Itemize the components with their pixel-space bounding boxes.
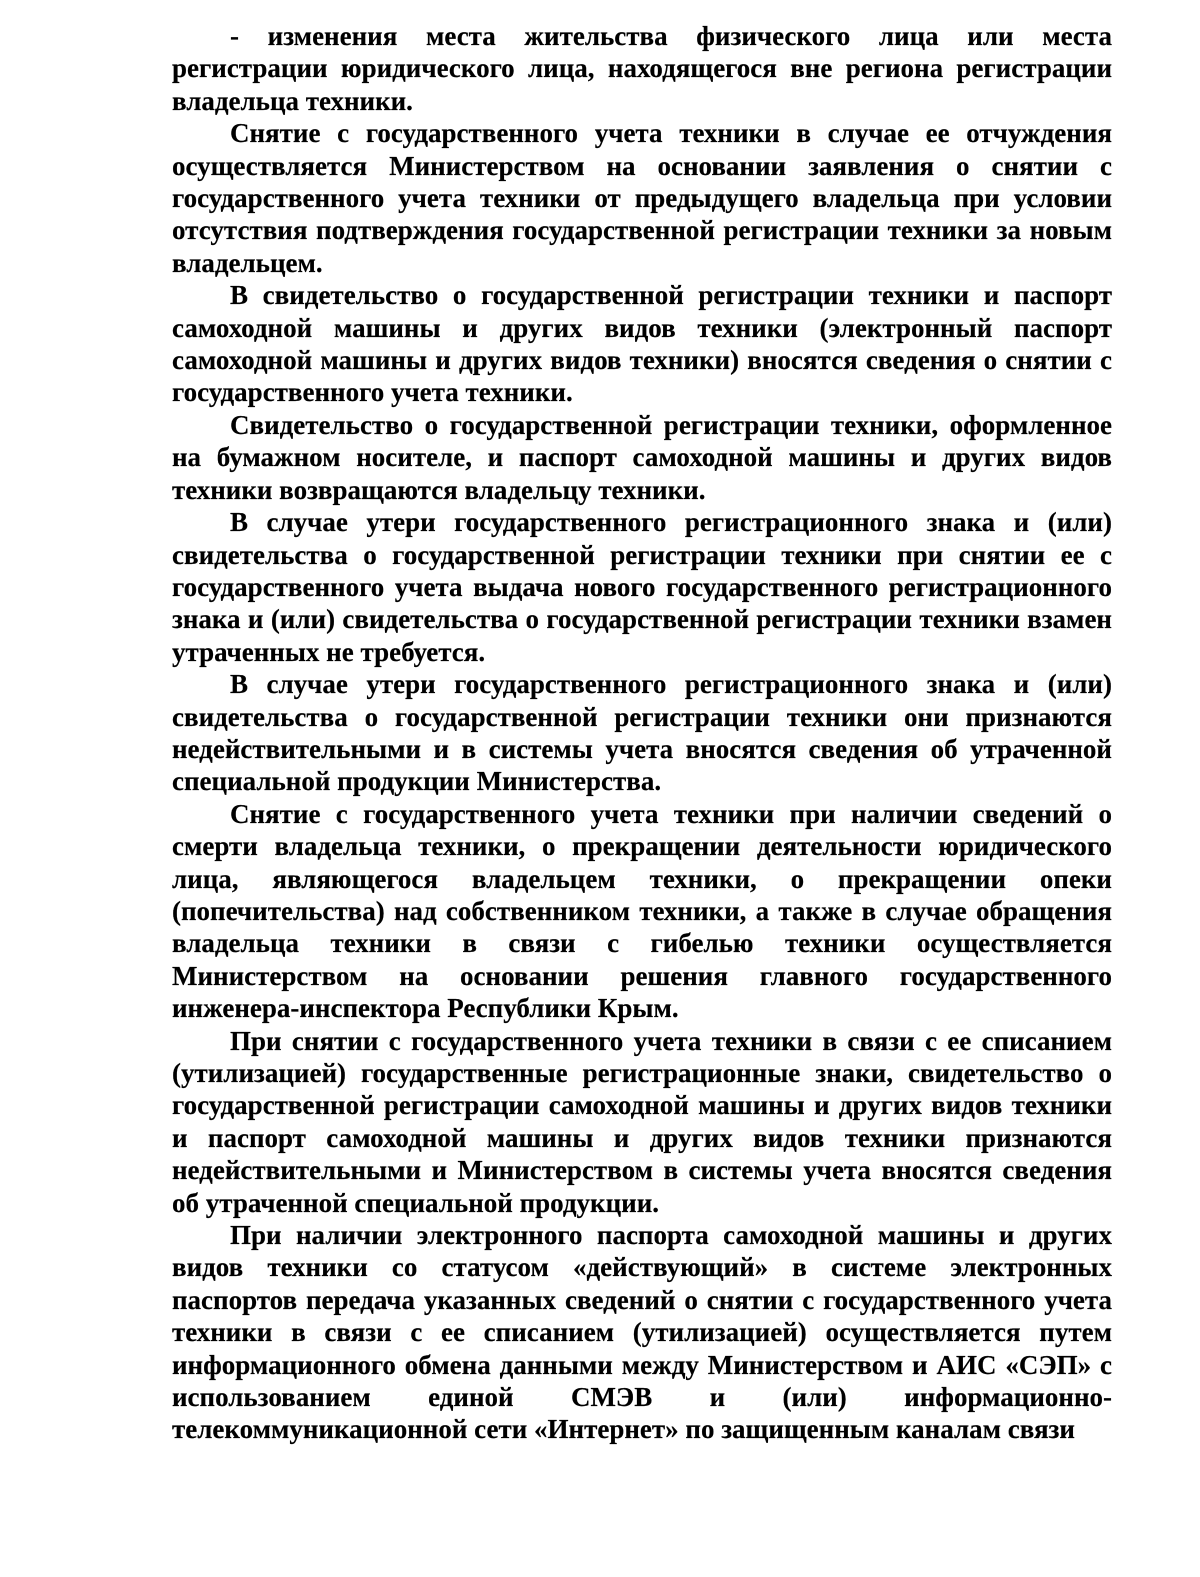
- paragraph-4: Свидетельство о государственной регистрации техники, оформленное на бумажном носителе, и паспорт самоходной машины и других видов техники возвращаются владельцу техники.: [172, 409, 1112, 505]
- document-page: [172, 20, 1112, 1446]
- paragraph-3: В свидетельство о государственной регистрации техники и паспорт самоходной машины и других видов техники (электронный паспорт самоходной машины и других видов техники) вносятся сведения о снятии с государственного учета техники.: [172, 280, 1112, 408]
- paragraph-2: Снятие с государственного учета техники в случае ее отчуждения осуществляется Министерством на основании заявления о снятии с государственного учета техники от предыдущего владельца при условии отсутствия подтверждения государственной регистрации техники за новым владельцем.: [172, 118, 1112, 278]
- paragraph-6: В случае утери государственного регистрационного знака и (или) свидетельства о государственной регистрации техники они признаются недействительными и в системы учета вносятся сведения об утраченной специальной продукции Министерства.: [172, 669, 1112, 797]
- paragraph-1: - изменения места жительства физического лица или места регистрации юридического лица, находящегося вне региона регистрации владельца техники.: [172, 21, 1112, 116]
- paragraph-8: При снятии с государственного учета техники в связи с ее списанием (утилизацией) государственные регистрационные знаки, свидетельство о государственной регистрации самоходной машины и других видов техники и паспорт самоходной машины и других видов техники признаются недействительными и Министерством в системы учета вносятся сведения об утраченной специальной продукции.: [172, 1025, 1112, 1218]
- paragraph-5: В случае утери государственного регистрационного знака и (или) свидетельства о государственной регистрации техники при снятии ее с государственного учета выдача нового государственного регистрационного знака и (или) свидетельства о государственной регистрации техники взамен утраченных не требуется.: [172, 507, 1112, 667]
- paragraph-7: Снятие с государственного учета техники при наличии сведений о смерти владельца техники, о прекращении деятельности юридического лица, являющегося владельцем техники, о прекращении опеки (попечительства) над собственником техники, а также в случае обращения владельца техники в связи с гибелью техники осуществляется Министерством на основании решения главного государственного инженера-инспектора Республики Крым.: [172, 798, 1112, 1024]
- paragraph-9: При наличии электронного паспорта самоходной машины и других видов техники со статусом «действующий» в системе электронных паспортов передача указанных сведений о снятии с государственного учета техники в связи с ее списанием (утилизацией) осуществляется путем информационного обмена данными между Министерством и АИС «СЭП» с использованием единой СМЭВ и (или) информационно-телекоммуникационной сети «Интернет» по защищенным каналам связи: [172, 1220, 1112, 1445]
